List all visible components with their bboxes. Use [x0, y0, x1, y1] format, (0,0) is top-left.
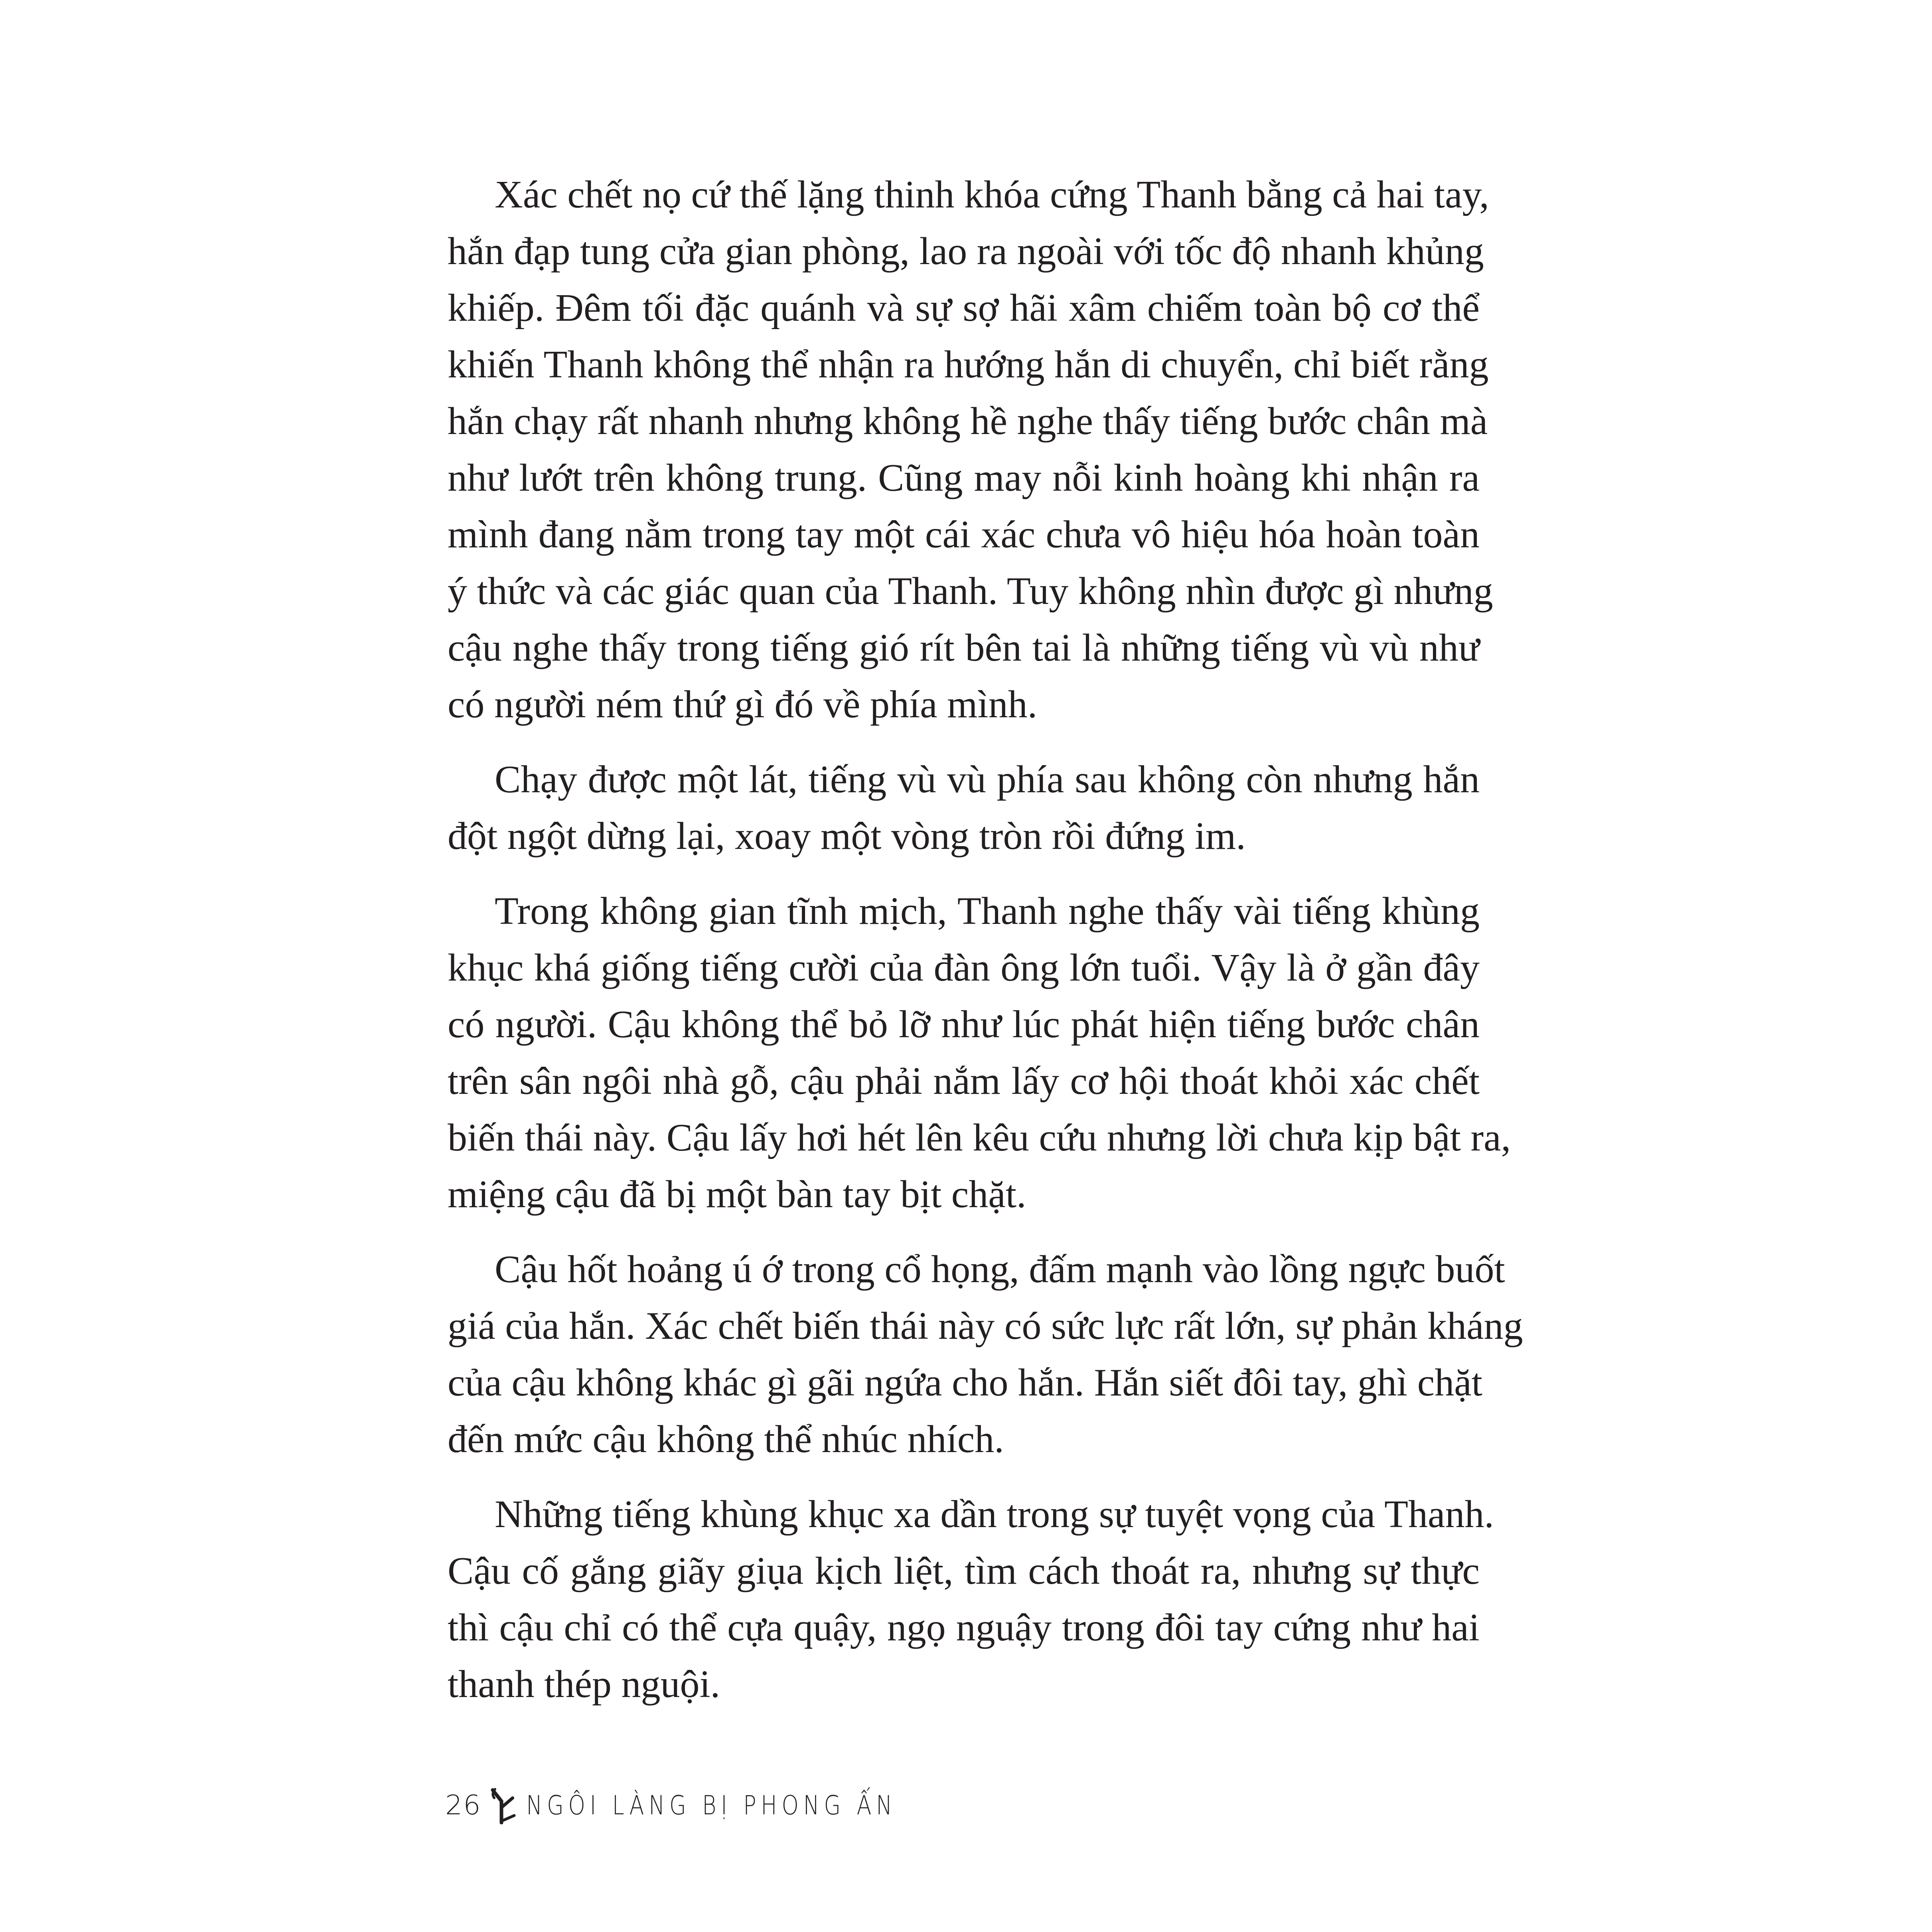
text-line: thanh thép nguội. [448, 1663, 720, 1706]
text-line: Trong không gian tĩnh mịch, Thanh nghe thấy vài tiếng khùng [495, 890, 1480, 933]
page-footer [445, 1783, 978, 1827]
text-line: ý thức và các giác quan của Thanh. Tuy không nhìn được gì nhưng [448, 570, 1493, 613]
text-line: Chạy được một lát, tiếng vù vù phía sau không còn nhưng hắn [495, 758, 1480, 801]
text-line: miệng cậu đã bị một bàn tay bịt chặt. [448, 1173, 1026, 1216]
text-line: mình đang nằm trong tay một cái xác chưa vô hiệu hóa hoàn toàn [448, 513, 1480, 556]
text-line: như lướt trên không trung. Cũng may nỗi kinh hoàng khi nhận ra [448, 456, 1480, 499]
text-line: hắn đạp tung cửa gian phòng, lao ra ngoài với tốc độ nhanh khủng [448, 230, 1484, 273]
bamboo-ornament-icon [489, 1786, 517, 1824]
paragraph [448, 166, 1493, 733]
text-line: Cậu cố gắng giãy giụa kịch liệt, tìm cách thoát ra, nhưng sự thực [448, 1549, 1480, 1593]
paragraph [448, 883, 1511, 1223]
book-title: NGÔI LÀNG BỊ PHONG ẤN [526, 1790, 897, 1821]
text-line: Xác chết nọ cứ thế lặng thinh khóa cứng Thanh bằng cả hai tay, [495, 173, 1489, 216]
text-line: cậu nghe thấy trong tiếng gió rít bên tai là những tiếng vù vù như [448, 626, 1480, 669]
paragraph [448, 751, 1480, 864]
body-text [448, 166, 1523, 1731]
text-line: đến mức cậu không thể nhúc nhích. [448, 1418, 1004, 1461]
paragraph [448, 1486, 1494, 1713]
text-line: của cậu không khác gì gãi ngứa cho hắn. Hắn siết đôi tay, ghì chặt [448, 1361, 1482, 1404]
text-line: có người ném thứ gì đó về phía mình. [448, 683, 1038, 726]
paragraph [448, 1241, 1523, 1468]
text-line: khục khá giống tiếng cười của đàn ông lớn tuổi. Vậy là ở gần đây [448, 946, 1480, 989]
text-line: khiến Thanh không thể nhận ra hướng hắn di chuyển, chỉ biết rằng [448, 343, 1489, 386]
text-line: có người. Cậu không thể bỏ lỡ như lúc phát hiện tiếng bước chân [448, 1003, 1480, 1046]
text-line: Những tiếng khùng khục xa dần trong sự tuyệt vọng của Thanh. [495, 1493, 1494, 1536]
page-number: 26 [445, 1789, 482, 1821]
text-line: khiếp. Đêm tối đặc quánh và sự sợ hãi xâm chiếm toàn bộ cơ thể [448, 286, 1480, 330]
text-line: đột ngột dừng lại, xoay một vòng tròn rồi đứng im. [448, 815, 1246, 858]
text-line: trên sân ngôi nhà gỗ, cậu phải nắm lấy cơ hội thoát khỏi xác chết [448, 1060, 1480, 1103]
text-line: hắn chạy rất nhanh nhưng không hề nghe thấy tiếng bước chân mà [448, 400, 1488, 443]
text-line: Cậu hốt hoảng ú ớ trong cổ họng, đấm mạnh vào lồng ngực buốt [495, 1248, 1505, 1291]
text-line: biến thái này. Cậu lấy hơi hét lên kêu cứu nhưng lời chưa kịp bật ra, [448, 1116, 1511, 1159]
text-line: giá của hắn. Xác chết biến thái này có sức lực rất lớn, sự phản kháng [448, 1304, 1523, 1348]
text-line: thì cậu chỉ có thể cựa quậy, ngọ nguậy trong đôi tay cứng như hai [448, 1606, 1480, 1649]
